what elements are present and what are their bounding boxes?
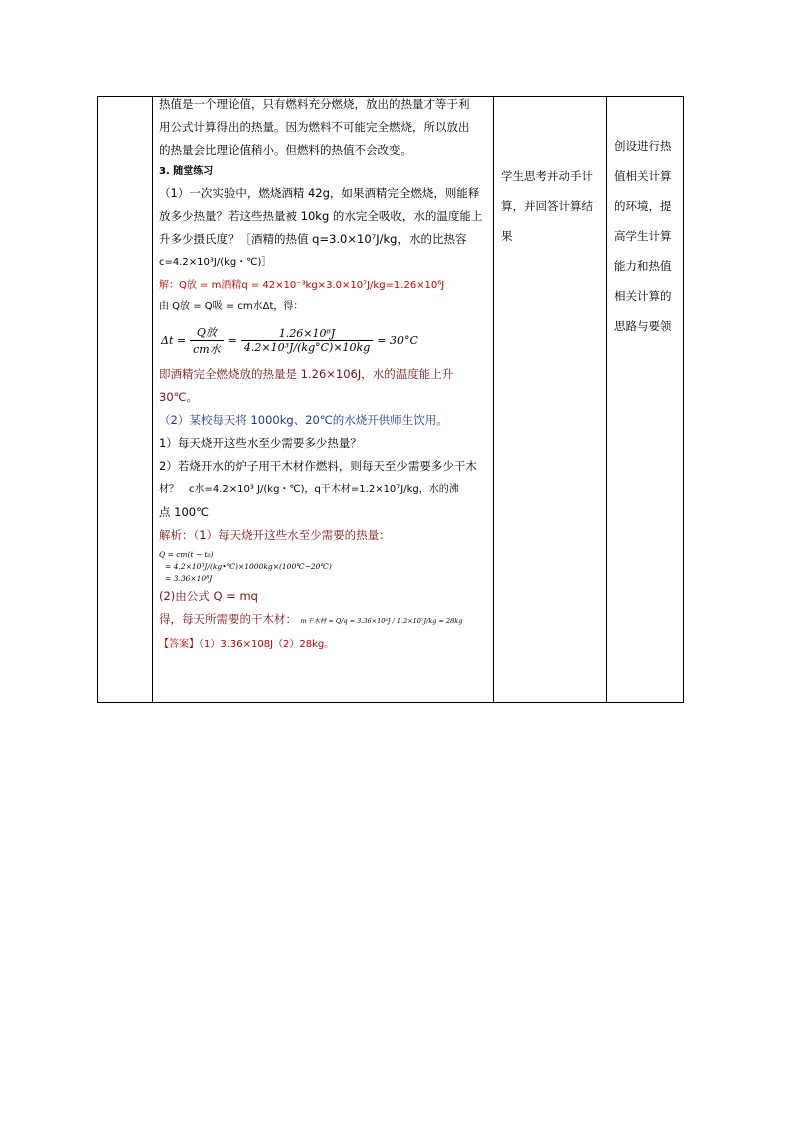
fraction-denominator: 4.2×10³J/(kg°C)×10kg (243, 340, 371, 354)
question-line: 升多少摄氏度？［酒精的热值 q=3.0×10⁷J/kg，水的比热容 (159, 232, 467, 246)
formula-lhs: Δt = (161, 333, 187, 347)
formula-line: = 4.2×10³J/(kg•℃)×1000kg×(100℃−20℃) (165, 562, 332, 571)
column-divider (606, 97, 607, 702)
intent-line: 创设进行热 (614, 139, 672, 153)
intro-line: 用公式计算得出的热量。因为燃料不可能完全燃烧，所以放出 (159, 120, 470, 134)
result-formula: m干木材 = Q/q = 3.36×10⁸J / 1.2×10⁷J/kg = 28kg (300, 617, 463, 625)
formula-equals: = (227, 333, 237, 347)
question-line: c=4.2×10³J/(kg・℃)］ (159, 257, 272, 268)
activity-line: 算，并回答计算结 (501, 199, 593, 213)
column-divider (493, 97, 494, 702)
delta-t-formula (159, 317, 487, 363)
conclusion-line: 30℃。 (159, 390, 199, 404)
section-title: 3. 随堂练习 (159, 166, 214, 177)
result-label: 得，每天所需要的干木材： (159, 612, 297, 626)
question-line: 点 100℃ (159, 505, 210, 519)
solution-1-line: 解：Q放 = m酒精q = 42×10⁻³kg×3.0×10⁷J/kg=1.26×10⁶J (159, 280, 445, 291)
content-column (153, 97, 493, 702)
solution-2-result (159, 608, 487, 633)
heat-formula-block (159, 549, 487, 585)
question-line: （1）一次实验中，燃烧酒精 42g，如果酒精完全燃烧，则能释 (159, 186, 480, 200)
intent-line: 高学生计算 (614, 229, 672, 243)
intro-line: 热值是一个理论值，只有燃料充分燃烧，放出的热量才等于利 (159, 97, 470, 111)
intro-line: 的热量会比理论值稍小。但燃料的热值不会改变。 (159, 143, 412, 157)
answer-line: 【答案】（1）3.36×108J（2）28kg。 (159, 639, 335, 650)
activity-line: 果 (501, 229, 513, 243)
solution-2-title: 解析：（1）每天烧开这些水至少需要的热量： (159, 528, 391, 542)
design-intent-text (614, 131, 679, 341)
lesson-table (97, 96, 684, 703)
solution-1-conclusion (159, 363, 487, 409)
intro-paragraph (159, 93, 487, 162)
student-activity-text (501, 161, 599, 251)
activity-line: 学生思考并动手计 (501, 169, 593, 183)
intent-line: 相关计算的 (614, 289, 672, 303)
intent-line: 能力和热值 (614, 259, 672, 273)
design-intent-column (608, 97, 685, 702)
question-line: 1）每天烧开这些水至少需要多少热量？ (159, 436, 362, 450)
question-line: 放多少热量？若这些热量被 10kg 的水完全吸收，水的温度能上 (159, 209, 483, 223)
intent-line: 思路与要领 (614, 319, 672, 333)
solution-1-line: 由 Q放 = Q吸 = cm水Δt，得： (159, 301, 304, 312)
question-2 (159, 409, 487, 524)
intent-line: 的环境，提 (614, 199, 672, 213)
question-1 (159, 182, 487, 274)
fraction-numerator: Q放 (190, 324, 224, 341)
solution-2-part-2: (2)由公式 Q = mq (159, 589, 258, 603)
fraction-denominator: cm水 (193, 342, 221, 356)
formula-line: Q = cm(t − t₀) (159, 550, 214, 559)
formula-line: = 3.36×10⁸J (165, 574, 213, 583)
question-line: 2）若烧开水的炉子用干木材作燃料，则每天至少需要多少干木 (159, 459, 477, 473)
intent-line: 值相关计算 (614, 169, 672, 183)
formula-result: = 30°C (377, 333, 418, 347)
question-line: （2）某校每天将 1000kg、20℃的水烧开供师生饮用。 (159, 413, 448, 427)
fraction-values (241, 327, 373, 354)
fraction-numerator: 1.26×10⁶J (241, 327, 373, 341)
question-line: 材？ c水=4.2×10³ J/(kg・℃)，q干木材=1.2×10⁷J/kg，水的沸 (159, 484, 459, 495)
fraction-q-over-cm (190, 324, 224, 357)
conclusion-line: 即酒精完全燃烧放的热量是 1.26×106J，水的温度能上升 (159, 367, 454, 381)
student-activity-column (495, 97, 605, 702)
